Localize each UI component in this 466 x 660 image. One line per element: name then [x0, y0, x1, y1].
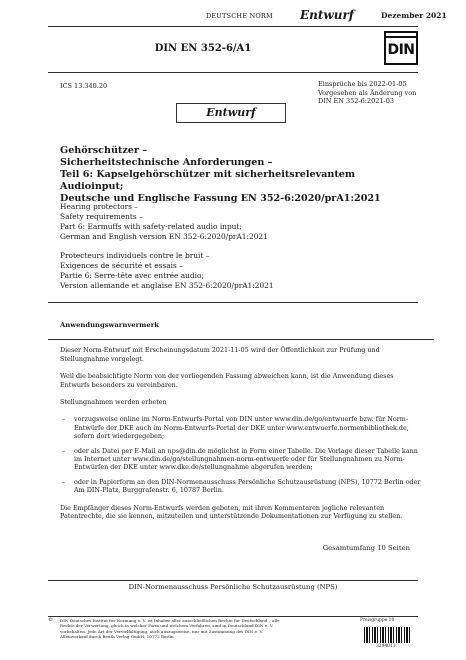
copyright-line: Rechte der Verwertung, gleich in welcher Form und welchem Verfahren, sind in Deutschland DIN e. V.	[60, 623, 274, 629]
norm-label: DEUTSCHE NORM	[206, 12, 273, 20]
document-number: 3294011	[376, 644, 396, 649]
submission-list	[60, 415, 422, 494]
copyright-text	[60, 618, 350, 639]
dash-bullet: –	[62, 446, 66, 455]
title-line: Protecteurs individuels contre le bruit –	[60, 251, 210, 260]
standard-number: DIN EN 352-6/A1	[154, 43, 252, 54]
price-group: Preisgruppe 10	[360, 618, 395, 623]
status-label: Entwurf	[300, 8, 354, 22]
title-line: Deutsche und Englische Fassung EN 352-6:2020/prA1:2021	[60, 193, 381, 204]
list-item	[60, 447, 422, 472]
replaced-standard: DIN EN 352-6:2021-03	[318, 97, 394, 105]
list-item-text: oder in Papierform an den DIN-Normenausschuss Persönliche Schutzausrüstung (NPS), 10772 Berlin oder Am DIN-Platz, Burggrafenstr. 6, 10787 Berlin.	[74, 477, 421, 495]
barcode-icon	[364, 627, 412, 643]
divider	[48, 616, 418, 617]
title-line: Version allemande et anglaise EN 352-6:2020/prA1:2021	[60, 281, 274, 290]
title-line: Teil 6: Kapselgehörschützer mit sicherheitsrelevantem Audioinput;	[60, 169, 356, 192]
ics-code: ICS 13.340.20	[60, 82, 108, 90]
divider	[48, 26, 418, 27]
dash-bullet: –	[62, 415, 66, 424]
top-header	[0, 8, 466, 22]
copyright-footer	[48, 618, 418, 652]
objection-info	[318, 80, 428, 106]
divider	[48, 339, 434, 340]
notice-paragraph: Dieser Norm-Entwurf mit Erscheinungsdatum 2021-11-05 wird der Öffentlichkeit zur Prüfung und Stellungnahme vorgelegt.	[60, 346, 380, 363]
title-line: Gehörschützer –	[60, 145, 148, 156]
page-count: Gesamtumfang 10 Seiten	[322, 544, 410, 552]
title-french	[60, 251, 420, 291]
notice-heading: Anwendungswarnvermerk	[60, 321, 159, 329]
replacement-note: Vorgesehen als Änderung von	[318, 88, 417, 97]
list-item-text: vorzugsweise online im Norm-Entwurfs-Portal von DIN unter www.din.de/go/entwuerfe bzw. für Norm-Entwürfe der DKE auch im Norm-Entwurfs-Portal der DKE unter www.entwuerfe.normenbibliothek.de, sofern dort wiedergegeben;	[74, 415, 409, 441]
dash-bullet: –	[62, 477, 66, 486]
din-logo-icon	[384, 31, 418, 65]
notice-paragraph: Stellungnahmen werden erbeten	[60, 398, 167, 407]
title-line: Sicherheitstechnische Anforderungen –	[60, 157, 273, 168]
notice-paragraph: Weil die beabsichtigte Norm von der vorliegenden Fassung abweichen kann, ist die Anwendung dieses Entwurfs besonders zu vereinbaren.	[60, 372, 394, 389]
copyright-line: vorbehalten. Jede Art der Vervielfältigung, auch auszugsweise, nur mit Zustimmung des DIN e. V.	[60, 628, 264, 634]
divider	[48, 72, 418, 73]
list-item	[60, 415, 422, 440]
title-german	[60, 145, 420, 205]
issue-date: Dezember 2021	[381, 11, 447, 20]
copyright-line: DIN Deutsches Institut für Normung e. V. ist Inhaber aller ausschließlichen Rechte für Deutschland – alle	[60, 618, 280, 623]
din-number-row	[48, 28, 418, 68]
title-line: Partie 6: Serre-tête avec entrée audio;	[60, 271, 204, 280]
copyright-icon: ©	[48, 617, 53, 623]
divider	[48, 580, 418, 581]
title-line: Part 6: Earmuffs with safety-related audio input;	[60, 222, 242, 231]
list-item	[60, 478, 422, 495]
title-line: Exigences de sécurité et essais –	[60, 261, 183, 270]
objection-deadline: Einsprüche bis 2022-01-05	[318, 80, 407, 88]
warning-notice	[60, 321, 422, 530]
title-english	[60, 202, 420, 242]
title-line: Hearing protectors –	[60, 202, 138, 211]
title-line: Safety requirements –	[60, 212, 143, 221]
title-line: German and English version EN 352-6:2020/prA1:2021	[60, 232, 268, 241]
list-item-text: oder als Datei per E-Mail an nps@din.de möglichst in Form einer Tabelle. Die Vorlage dieser Tabelle kann im Internet unter www.din.de/go/stellungnahmen-norm-entwuerfe oder für Stellungnahmen zu Norm-Entwürfen der DKE unter www.dke.de/stellungnahme abgerufen werden;	[74, 446, 418, 472]
din-logo-text: DIN	[387, 41, 415, 58]
divider	[48, 302, 418, 303]
committee-name: DIN-Normenausschuss Persönliche Schutzausrüstung (NPS)	[128, 583, 338, 591]
draft-stamp: Entwurf	[176, 103, 286, 123]
notice-paragraph: Die Empfänger dieses Norm-Entwurfs werden gebeten, mit ihren Kommentaren jegliche relevanten Patentrechte, die sie kennen, mitzuteilen und unterstützende Dokumentationen zur Verfügung zu stellen.	[60, 503, 403, 521]
copyright-line: Alleinverkauf durch Beuth Verlag GmbH, 10772 Berlin	[60, 633, 174, 639]
